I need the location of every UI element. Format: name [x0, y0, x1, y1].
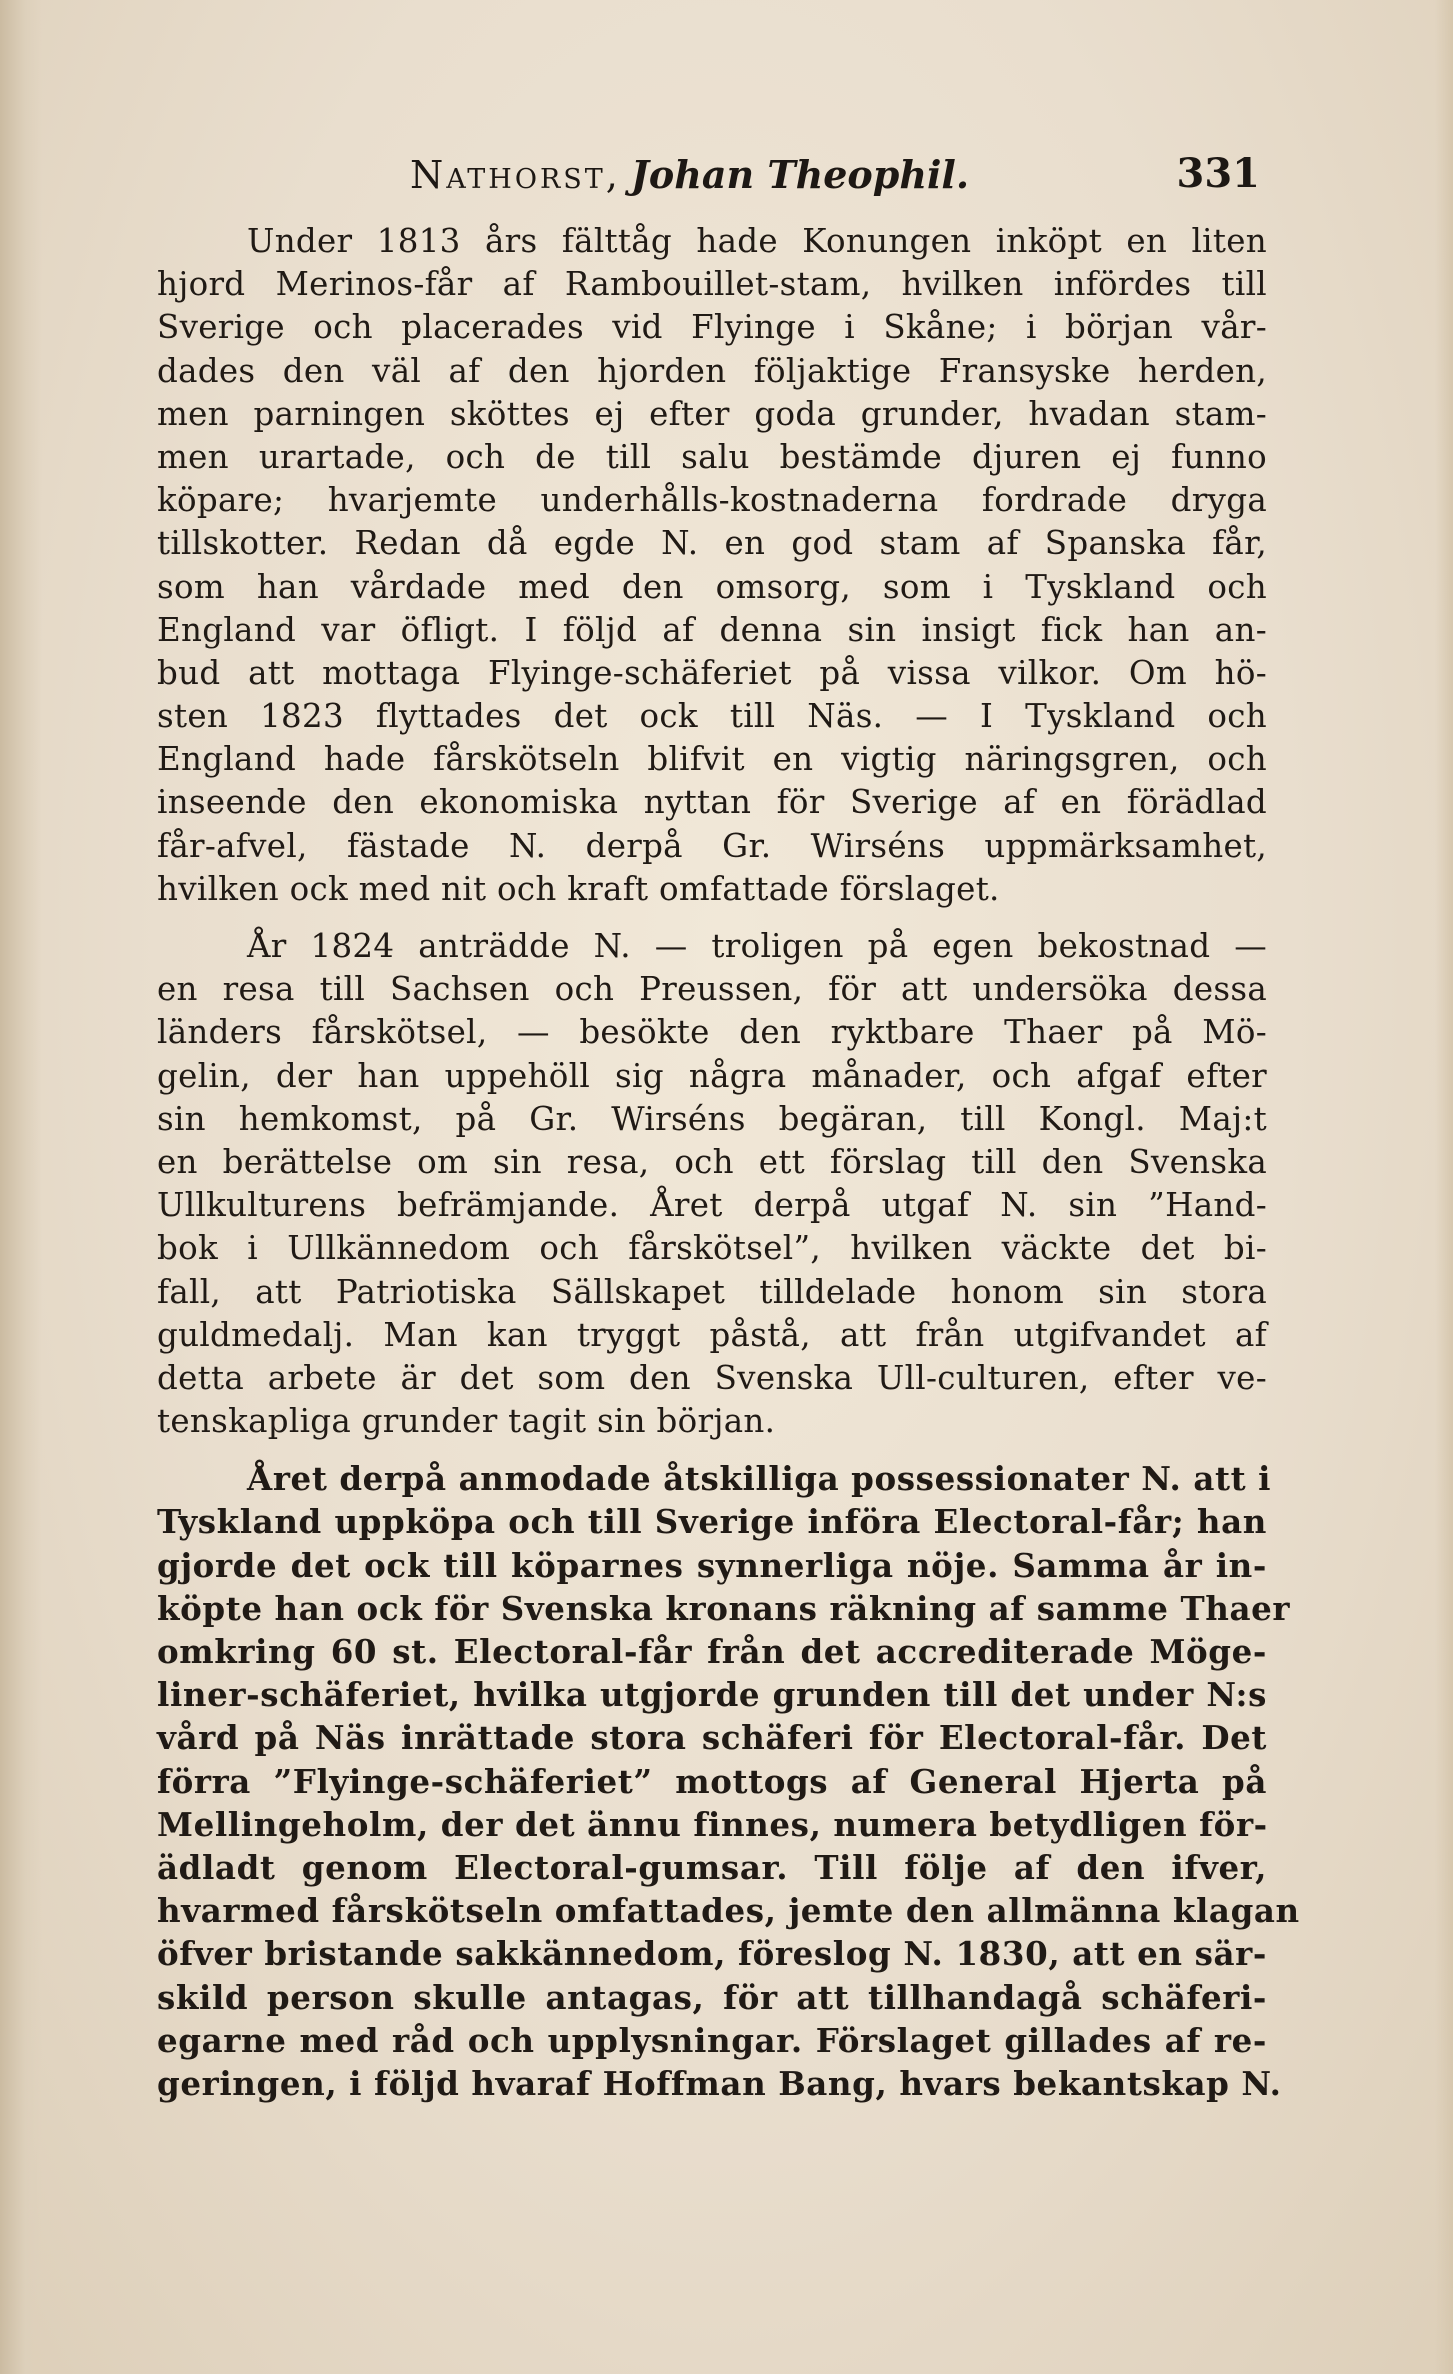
- text-line: gjorde det ock till köparnes synnerliga nöje. Samma år in-: [157, 1545, 1267, 1585]
- text-line: tenskapliga grunder tagit sin början.: [157, 1402, 776, 1441]
- text-line: vård på Näs inrättade stora schäferi för Electoral-får. Det: [157, 1718, 1267, 1758]
- text-line: inseende den ekonomiska nyttan för Sverige af en förädlad: [157, 783, 1267, 822]
- text-line: sin hemkomst, på Gr. Wirséns begäran, till Kongl. Maj:t: [157, 1099, 1267, 1138]
- text-line: öfver bristande sakkännedom, föreslog N. 1830, att en sär-: [157, 1934, 1267, 1974]
- running-head-surname: Nathorst,: [410, 153, 621, 197]
- text-line: köpare; hvarjemte underhålls-kostnaderna fordrade dryga: [157, 481, 1267, 520]
- text-line: en berättelse om sin resa, och ett förslag till den Svenska: [157, 1142, 1267, 1181]
- page-edge: [1435, 0, 1453, 2374]
- text-line: gelin, der han uppehöll sig några månader, och afgaf efter: [157, 1056, 1267, 1095]
- text-line: omkring 60 st. Electoral-får från det accrediterade Möge-: [157, 1632, 1267, 1671]
- text-line: dades den väl af den hjorden följaktige Fransyske herden,: [157, 351, 1267, 390]
- running-head-author: [410, 152, 969, 197]
- text-line: som han vårdade med den omsorg, som i Tyskland och: [157, 567, 1267, 606]
- text-line: Sverige och placerades vid Flyinge i Skåne; i början vår-: [157, 308, 1267, 347]
- text-line: England var öfligt. I följd af denna sin insigt fick han an-: [157, 610, 1267, 649]
- text-line: hvarmed fårskötseln omfattades, jemte den allmänna klagan: [157, 1891, 1300, 1931]
- text-line: hvilken ock med nit och kraft omfattade förslaget.: [157, 869, 1000, 908]
- paragraph: [157, 1457, 1300, 2105]
- running-head-given-name: Johan Theophil.: [630, 152, 970, 197]
- text-line: skild person skulle antagas, för att tillhandagå schäferi-: [157, 1977, 1267, 2017]
- text-line: hjord Merinos-får af Rambouillet-stam, hvilken infördes till: [157, 265, 1267, 304]
- text-line: men parningen sköttes ej efter goda grunder, hvadan stam-: [157, 394, 1267, 433]
- text-line: egarne med råd och upplysningar. Förslaget gillades af re-: [157, 2020, 1267, 2060]
- text-line: ädladt genom Electoral-gumsar. Till följe af den ifver,: [157, 1847, 1267, 1887]
- text-line: liner-schäferiet, hvilka utgjorde grunden till det under N:s: [157, 1675, 1267, 1715]
- text-line: Året derpå anmodade åtskilliga possessionater N. att i: [247, 1459, 1272, 1499]
- text-line: År 1824 anträdde N. — troligen på egen bekostnad —: [247, 927, 1267, 965]
- text-line: fall, att Patriotiska Sällskapet tilldelade honom sin stora: [157, 1272, 1267, 1311]
- page-number: 331: [1176, 150, 1260, 197]
- text-line: köpte han ock för Svenska kronans räkning af samme Thaer: [157, 1588, 1291, 1628]
- text-line: Tyskland uppköpa och till Sverige införa Electoral-får; han: [157, 1502, 1267, 1542]
- text-line: guldmedalj. Man kan tryggt påstå, att från utgifvandet af: [157, 1315, 1267, 1354]
- text-line: geringen, i följd hvaraf Hoffman Bang, hvars bekantskap N.: [157, 2063, 1282, 2103]
- text-line: tillskotter. Redan då egde N. en god stam af Spanska får,: [157, 524, 1267, 563]
- paragraph: [157, 220, 1267, 911]
- text-line: bok i Ullkännedom och fårskötsel”, hvilken väckte det bi-: [157, 1229, 1267, 1268]
- text-line: Mellingeholm, der det ännu finnes, numera betydligen för-: [157, 1804, 1268, 1844]
- text-line: Ullkulturens befrämjande. Året derpå utgaf N. sin ”Hand-: [157, 1186, 1267, 1225]
- text-line: länders fårskötsel, — besökte den ryktbare Thaer på Mö-: [157, 1013, 1267, 1052]
- text-line: förra ”Flyinge-schäferiet” mottogs af General Hjerta på: [157, 1761, 1267, 1801]
- text-line: men urartade, och de till salu bestämde djuren ej funno: [157, 437, 1267, 476]
- text-line: Under 1813 års fälttåg hade Konungen inköpt en liten: [247, 222, 1267, 260]
- text-line: detta arbete är det som den Svenska Ull-culturen, efter ve-: [157, 1358, 1267, 1397]
- body-text: [157, 220, 1300, 2105]
- text-line: bud att mottaga Flyinge-schäferiet på vissa vilkor. Om hö-: [157, 653, 1267, 692]
- paragraph: [157, 925, 1267, 1443]
- text-line: en resa till Sachsen och Preussen, för att undersöka dessa: [157, 970, 1267, 1009]
- text-line: får-afvel, fästade N. derpå Gr. Wirséns uppmärksamhet,: [157, 826, 1267, 865]
- page-gutter: [0, 0, 42, 2374]
- running-head: [155, 148, 1260, 208]
- text-line: sten 1823 flyttades det ock till Näs. — I Tyskland och: [157, 697, 1267, 736]
- text-line: England hade fårskötseln blifvit en vigtig näringsgren, och: [157, 740, 1267, 779]
